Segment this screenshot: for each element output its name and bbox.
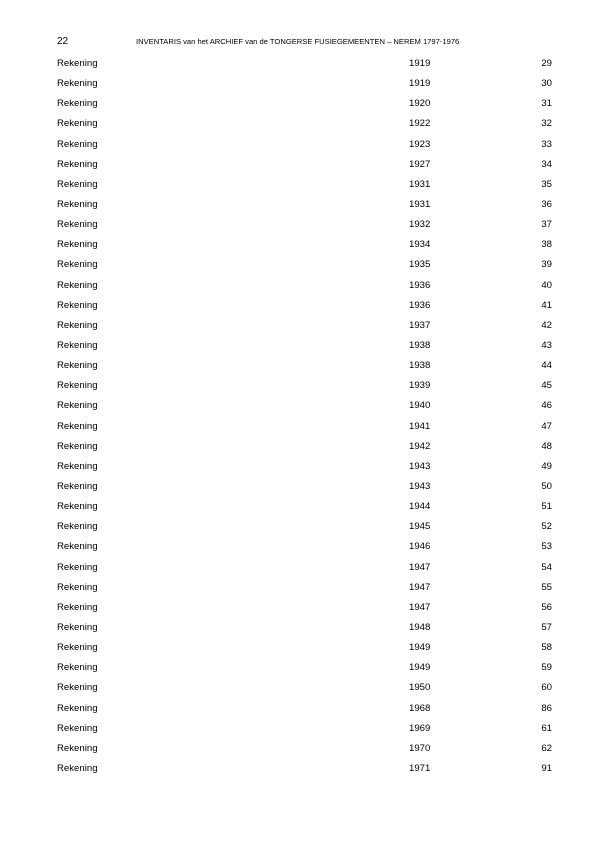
row-inventory-number: 40	[541, 279, 552, 291]
row-year: 1944	[409, 501, 431, 513]
row-description: Rekening	[57, 722, 98, 734]
inventory-row	[57, 440, 552, 460]
row-year: 1938	[409, 339, 431, 351]
row-inventory-number: 86	[541, 702, 552, 714]
inventory-row	[57, 722, 552, 742]
row-year: 1949	[409, 642, 431, 654]
row-description: Rekening	[57, 460, 98, 472]
inventory-row	[57, 279, 552, 299]
row-inventory-number: 32	[541, 118, 552, 130]
row-description: Rekening	[57, 299, 98, 311]
row-description: Rekening	[57, 521, 98, 533]
inventory-row	[57, 500, 552, 520]
inventory-row	[57, 460, 552, 480]
row-year: 1968	[409, 702, 431, 714]
row-inventory-number: 42	[541, 319, 552, 331]
inventory-row	[57, 138, 552, 158]
row-year: 1931	[409, 198, 431, 210]
row-inventory-number: 36	[541, 198, 552, 210]
row-year: 1949	[409, 662, 431, 674]
row-year: 1936	[409, 279, 431, 291]
row-year: 1936	[409, 299, 431, 311]
row-description: Rekening	[57, 178, 98, 190]
row-year: 1934	[409, 239, 431, 251]
inventory-row	[57, 57, 552, 77]
row-inventory-number: 58	[541, 642, 552, 654]
inventory-row	[57, 601, 552, 621]
row-inventory-number: 47	[541, 420, 552, 432]
row-inventory-number: 38	[541, 239, 552, 251]
row-year: 1941	[409, 420, 431, 432]
row-inventory-number: 53	[541, 541, 552, 553]
row-description: Rekening	[57, 118, 98, 130]
page-header	[57, 36, 552, 48]
row-inventory-number: 62	[541, 742, 552, 754]
row-year: 1950	[409, 682, 431, 694]
row-year: 1946	[409, 541, 431, 553]
row-description: Rekening	[57, 642, 98, 654]
inventory-row	[57, 218, 552, 238]
row-description: Rekening	[57, 541, 98, 553]
row-description: Rekening	[57, 742, 98, 754]
row-year: 1939	[409, 380, 431, 392]
row-inventory-number: 43	[541, 339, 552, 351]
row-description: Rekening	[57, 662, 98, 674]
row-year: 1940	[409, 400, 431, 412]
inventory-row	[57, 661, 552, 681]
row-description: Rekening	[57, 279, 98, 291]
row-description: Rekening	[57, 702, 98, 714]
row-description: Rekening	[57, 501, 98, 513]
row-description: Rekening	[57, 138, 98, 150]
inventory-list	[57, 57, 552, 782]
inventory-row	[57, 641, 552, 661]
inventory-row	[57, 742, 552, 762]
row-year: 1969	[409, 722, 431, 734]
inventory-row	[57, 520, 552, 540]
row-year: 1948	[409, 621, 431, 633]
row-inventory-number: 61	[541, 722, 552, 734]
row-inventory-number: 56	[541, 601, 552, 613]
row-year: 1919	[409, 58, 431, 69]
row-year: 1935	[409, 259, 431, 271]
row-description: Rekening	[57, 480, 98, 492]
row-year: 1947	[409, 561, 431, 573]
row-description: Rekening	[57, 380, 98, 392]
row-inventory-number: 37	[541, 219, 552, 231]
inventory-row	[57, 339, 552, 359]
row-inventory-number: 50	[541, 480, 552, 492]
row-year: 1932	[409, 219, 431, 231]
row-year: 1945	[409, 521, 431, 533]
row-description: Rekening	[57, 581, 98, 593]
row-description: Rekening	[57, 682, 98, 694]
inventory-row	[57, 540, 552, 560]
row-description: Rekening	[57, 601, 98, 613]
row-description: Rekening	[57, 762, 98, 774]
row-year: 1927	[409, 158, 431, 170]
inventory-row	[57, 561, 552, 581]
row-inventory-number: 52	[541, 521, 552, 533]
row-inventory-number: 51	[541, 501, 552, 513]
row-inventory-number: 57	[541, 621, 552, 633]
row-inventory-number: 31	[541, 98, 552, 110]
row-inventory-number: 54	[541, 561, 552, 573]
row-description: Rekening	[57, 78, 98, 90]
inventory-row	[57, 621, 552, 641]
header-title: INVENTARIS van het ARCHIEF van de TONGERSE FUSIEGEMEENTEN – NEREM 1797-1976	[136, 37, 460, 46]
inventory-row	[57, 117, 552, 137]
row-year: 1947	[409, 581, 431, 593]
row-inventory-number: 46	[541, 400, 552, 412]
row-description: Rekening	[57, 319, 98, 331]
row-description: Rekening	[57, 158, 98, 170]
row-inventory-number: 30	[541, 78, 552, 90]
row-inventory-number: 60	[541, 682, 552, 694]
row-inventory-number: 91	[541, 762, 552, 774]
inventory-row	[57, 158, 552, 178]
row-year: 1942	[409, 440, 431, 452]
row-description: Rekening	[57, 339, 98, 351]
row-inventory-number: 29	[541, 58, 552, 69]
row-description: Rekening	[57, 58, 98, 69]
row-description: Rekening	[57, 198, 98, 210]
row-inventory-number: 55	[541, 581, 552, 593]
inventory-row	[57, 480, 552, 500]
row-inventory-number: 33	[541, 138, 552, 150]
row-year: 1938	[409, 360, 431, 372]
row-year: 1937	[409, 319, 431, 331]
inventory-row	[57, 359, 552, 379]
inventory-row	[57, 258, 552, 278]
row-description: Rekening	[57, 239, 98, 251]
row-year: 1971	[409, 762, 431, 774]
row-year: 1943	[409, 460, 431, 472]
inventory-row	[57, 581, 552, 601]
inventory-row	[57, 702, 552, 722]
row-inventory-number: 49	[541, 460, 552, 472]
inventory-row	[57, 681, 552, 701]
row-year: 1931	[409, 178, 431, 190]
row-year: 1920	[409, 98, 431, 110]
row-inventory-number: 34	[541, 158, 552, 170]
row-description: Rekening	[57, 98, 98, 110]
inventory-row	[57, 97, 552, 117]
row-year: 1943	[409, 480, 431, 492]
row-inventory-number: 44	[541, 360, 552, 372]
row-description: Rekening	[57, 420, 98, 432]
inventory-row	[57, 238, 552, 258]
row-year: 1947	[409, 601, 431, 613]
row-description: Rekening	[57, 400, 98, 412]
inventory-row	[57, 299, 552, 319]
inventory-row	[57, 198, 552, 218]
inventory-row	[57, 77, 552, 97]
row-description: Rekening	[57, 360, 98, 372]
inventory-row	[57, 420, 552, 440]
row-description: Rekening	[57, 440, 98, 452]
row-inventory-number: 45	[541, 380, 552, 392]
row-inventory-number: 35	[541, 178, 552, 190]
row-inventory-number: 59	[541, 662, 552, 674]
inventory-row	[57, 178, 552, 198]
inventory-row	[57, 319, 552, 339]
row-year: 1919	[409, 78, 431, 90]
row-description: Rekening	[57, 561, 98, 573]
row-year: 1922	[409, 118, 431, 130]
inventory-row	[57, 762, 552, 782]
row-inventory-number: 48	[541, 440, 552, 452]
row-inventory-number: 41	[541, 299, 552, 311]
row-year: 1970	[409, 742, 431, 754]
row-description: Rekening	[57, 219, 98, 231]
inventory-row	[57, 379, 552, 399]
page-number: 22	[57, 36, 69, 47]
inventory-row	[57, 399, 552, 419]
row-year: 1923	[409, 138, 431, 150]
row-inventory-number: 39	[541, 259, 552, 271]
row-description: Rekening	[57, 621, 98, 633]
row-description: Rekening	[57, 259, 98, 271]
